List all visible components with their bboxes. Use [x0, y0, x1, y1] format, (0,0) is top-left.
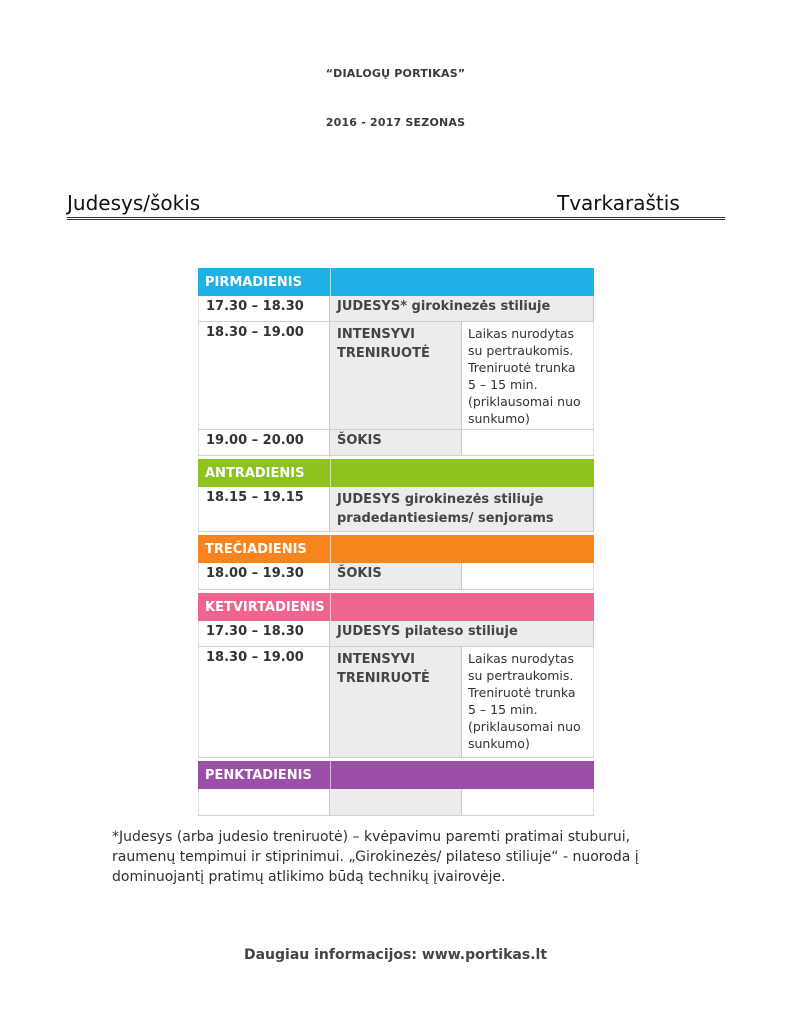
subheading-right: Tvarkaraštis: [557, 191, 680, 215]
day-header-friday: [198, 761, 594, 789]
table-row: [198, 296, 594, 322]
time-cell: [198, 789, 330, 815]
document-title: “DIALOGŲ PORTIKAS”: [325, 67, 466, 80]
time-cell: 17.30 – 18.30: [198, 621, 330, 646]
table-row: [198, 563, 594, 590]
empty-cell: [462, 789, 594, 815]
empty-cell: [462, 430, 594, 455]
table-row: [198, 621, 594, 647]
more-info: Daugiau informacijos: www.portikas.lt: [243, 947, 548, 963]
activity-cell: JUDESYS pilateso stiliuje: [330, 621, 594, 646]
subheading-left: Judesys/šokis: [67, 191, 201, 215]
table-row: [198, 430, 594, 456]
schedule-table: [198, 268, 594, 816]
day-header-thursday: [198, 593, 594, 621]
time-cell: 17.30 – 18.30: [198, 296, 330, 321]
activity-cell: INTENSYVI TRENIRUOTĖ: [330, 647, 462, 757]
activity-cell: ŠOKIS: [330, 563, 462, 589]
note-cell: Laikas nurodytas su pertraukomis. Treniruotė trunka 5 – 15 min. (priklausomai nuo sunkumo): [462, 322, 594, 429]
table-row: [198, 789, 594, 816]
subheading: [67, 187, 725, 220]
activity-cell: INTENSYVI TRENIRUOTĖ: [330, 322, 462, 429]
day-name: KETVIRTADIENIS: [205, 599, 325, 615]
time-cell: 18.15 – 19.15: [198, 487, 330, 531]
day-header-wednesday: [198, 535, 594, 563]
table-row: [198, 647, 594, 758]
day-header-tuesday: [198, 459, 594, 487]
time-cell: 18.30 – 19.00: [198, 322, 330, 429]
time-cell: 18.00 – 19.30: [198, 563, 330, 589]
activity-cell: JUDESYS* girokinezės stiliuje: [330, 296, 594, 321]
day-name: PIRMADIENIS: [205, 274, 302, 290]
day-name: TREČIADIENIS: [205, 541, 307, 557]
activity-cell: [330, 789, 462, 815]
table-row: [198, 487, 594, 532]
footnote: *Judesys (arba judesio treniruotė) – kvėpavimu paremti pratimai stuburui, raumenų tempimui ir stiprinimui. „Girokinezės/ pilateso stiliuje“ - nuoroda į dominuojantį pratimų atlikimo būdą technikų įvairovėje.: [112, 829, 639, 885]
time-cell: 19.00 – 20.00: [198, 430, 330, 455]
empty-cell: [462, 563, 594, 589]
day-header-monday: [198, 268, 594, 296]
day-name: PENKTADIENIS: [205, 767, 312, 783]
day-name: ANTRADIENIS: [205, 465, 305, 481]
time-cell: 18.30 – 19.00: [198, 647, 330, 757]
activity-cell: ŠOKIS: [330, 430, 462, 455]
note-cell: Laikas nurodytas su pertraukomis. Treniruotė trunka 5 – 15 min. (priklausomai nuo sunkumo): [462, 647, 594, 757]
season-title: 2016 - 2017 SEZONAS: [325, 116, 466, 129]
activity-cell: JUDESYS girokinezės stiliuje pradedantiesiems/ senjorams: [330, 487, 594, 531]
table-row: [198, 322, 594, 430]
